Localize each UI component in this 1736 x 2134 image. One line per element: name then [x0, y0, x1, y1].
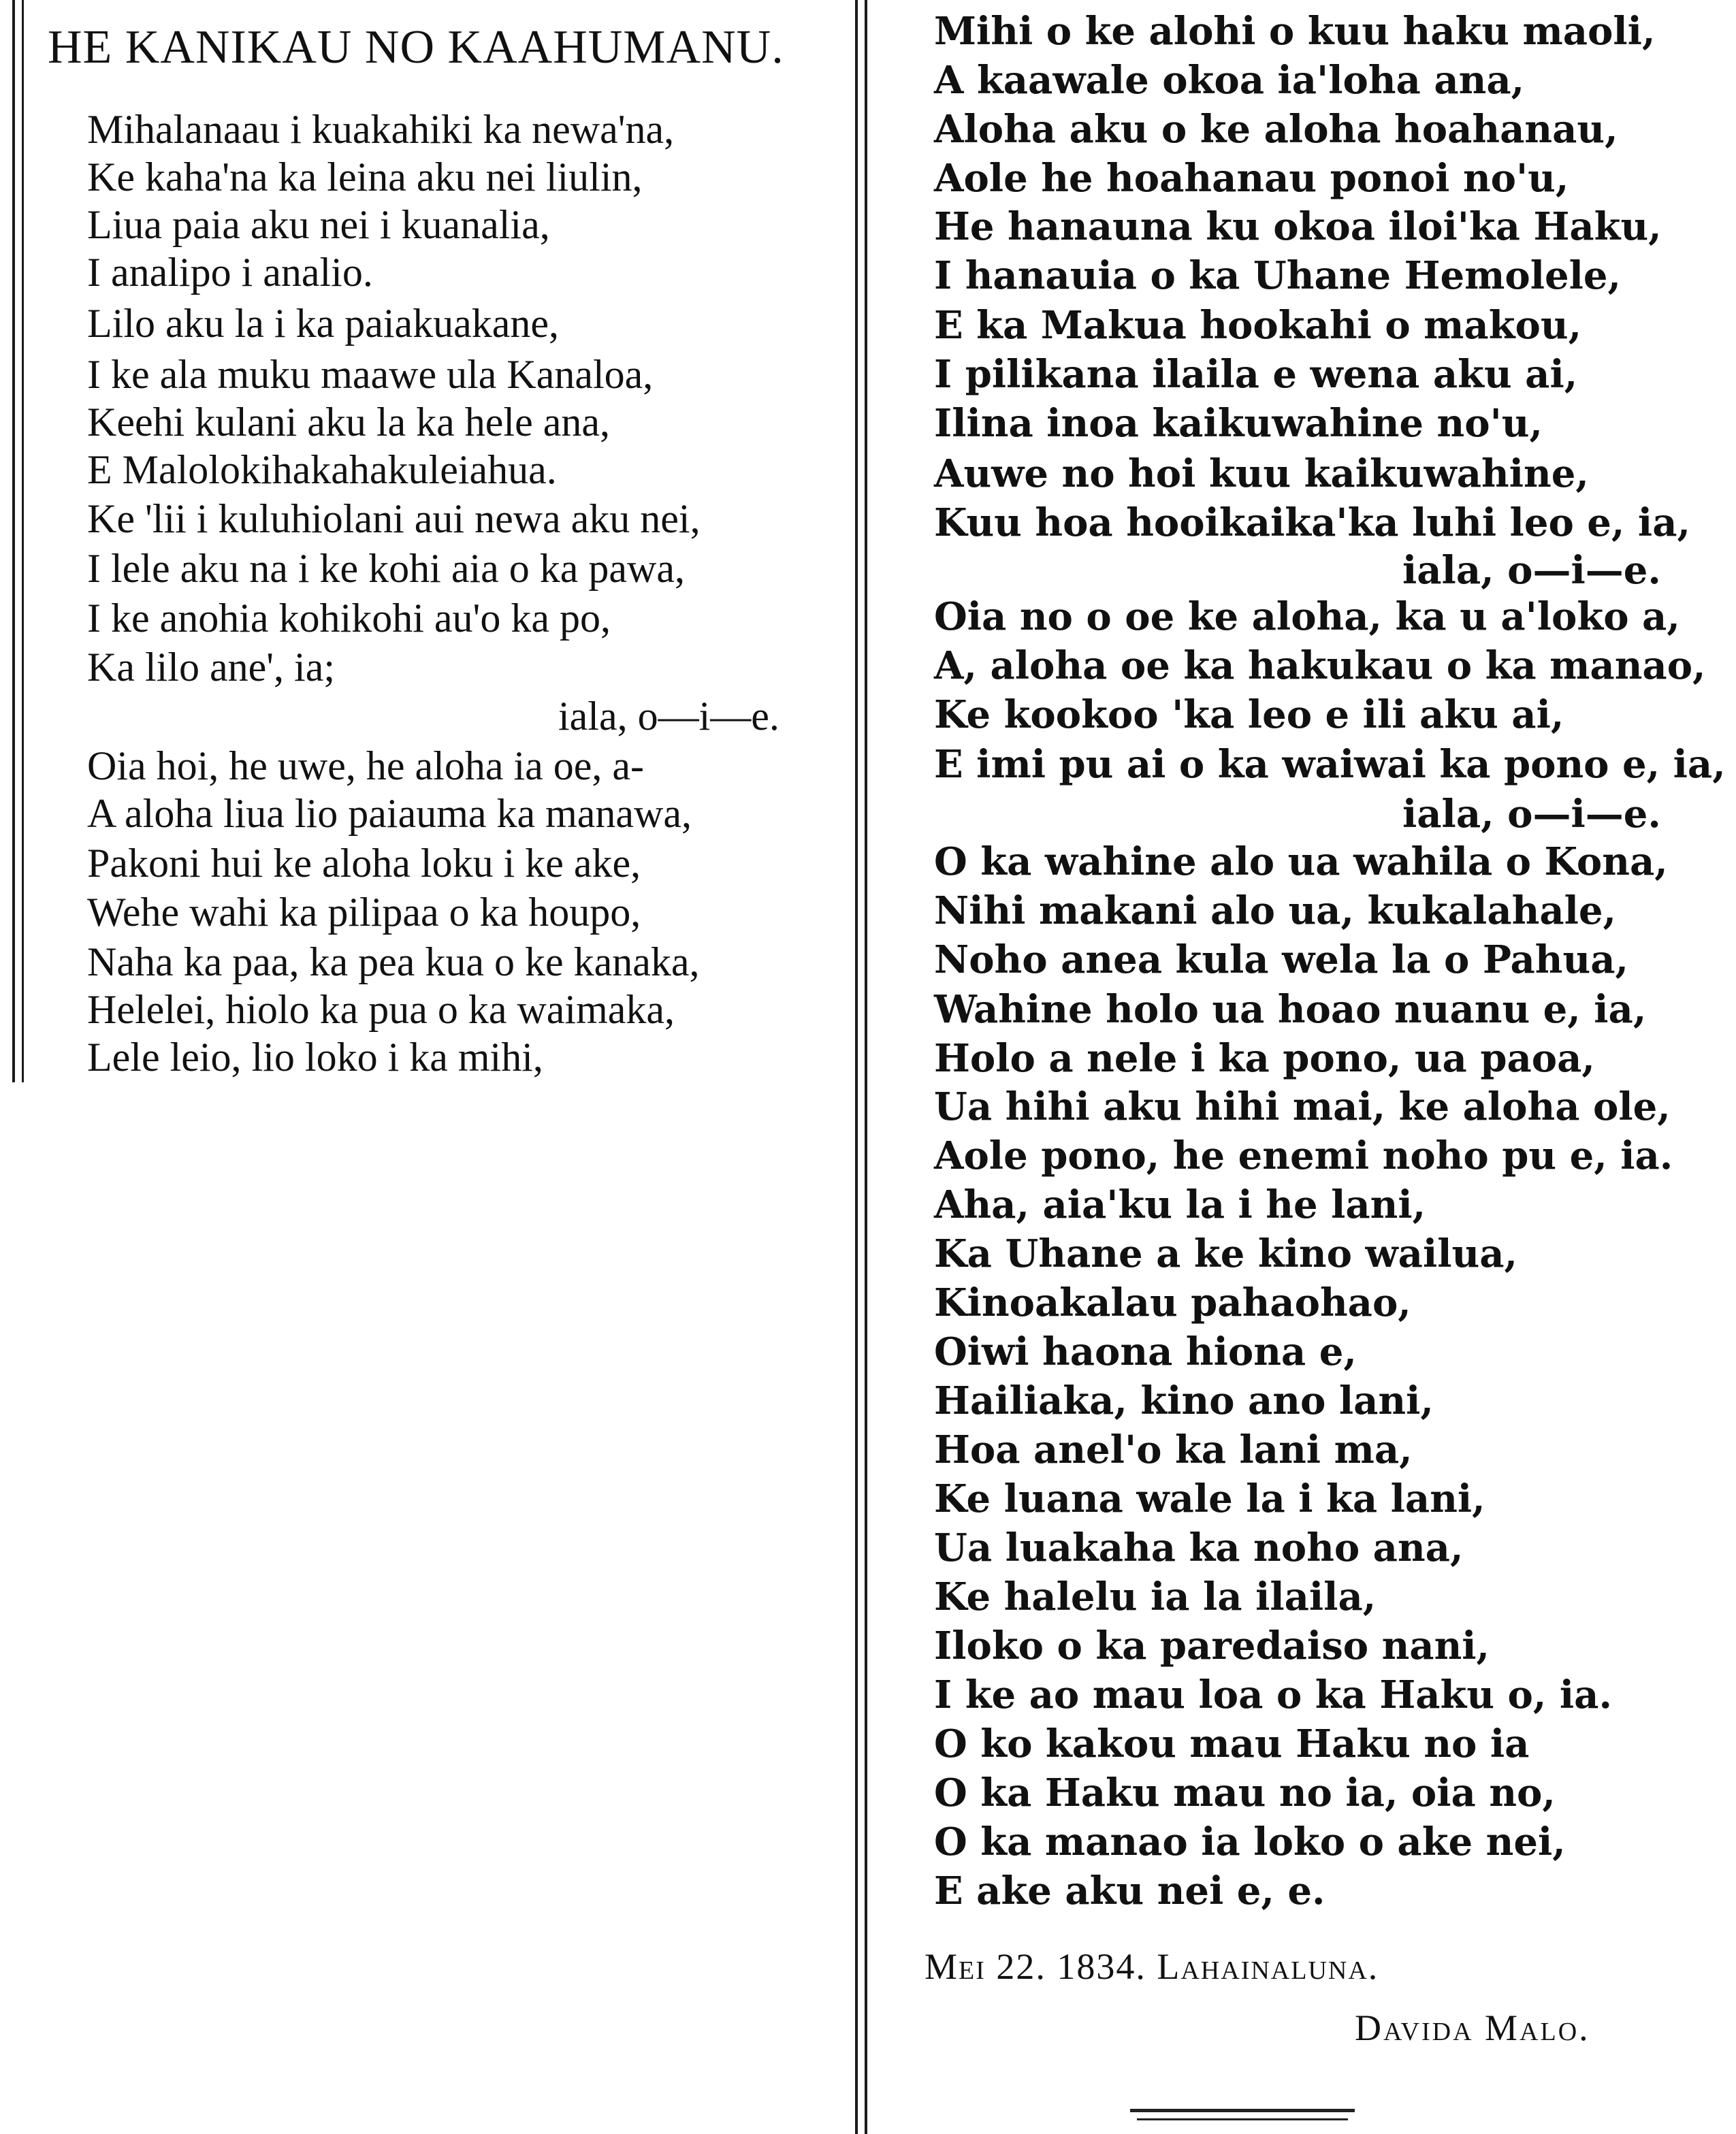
poem-line: O ka Haku mau no ia, oia no, [934, 1771, 1556, 1815]
poem-line: I ke ao mau loa o ka Haku o, ia. [934, 1672, 1612, 1717]
left-border-rule-inner [22, 0, 24, 1082]
poem-line: I ke ala muku maawe ula Kanaloa, [87, 352, 654, 397]
poem-line: Iloko o ka paredaiso nani, [934, 1623, 1490, 1668]
poem-line: Pakoni hui ke aloha loku i ke ake, [87, 841, 641, 886]
poem-line: O ko kakou mau Haku no ia [934, 1721, 1530, 1766]
poem-line: Aloha aku o ke aloha hoahanau, [934, 107, 1618, 152]
poem-line: I lele aku na i ke kohi aia o ka pawa, [87, 546, 685, 591]
poem-line: I hanauia o ka Uhane Hemolele, [934, 253, 1622, 298]
poem-line: A kaawale okoa ia'loha ana, [934, 58, 1525, 103]
poem-line: Mihi o ke alohi o kuu haku maoli, [934, 9, 1656, 54]
poem-line: A aloha liua lio paiauma ka manawa, [87, 791, 692, 836]
poem-line: Ke 'lii i kuluhiolani aui newa aku nei, [87, 496, 701, 541]
ornamental-rule-bottom [1137, 2118, 1348, 2120]
poem-line: Wehe wahi ka pilipaa o ka houpo, [87, 890, 641, 935]
poem-line: Aole he hoahanau ponoi no'u, [934, 156, 1569, 201]
poem-line: Ua hihi aku hihi mai, ke aloha ole, [934, 1084, 1671, 1129]
poem-line: Kuu hoa hooikaika'ka luhi leo e, ia, [934, 500, 1690, 545]
ornamental-rule-top [1130, 2109, 1355, 2112]
poem-line: E Malolokihakahakuleiahua. [87, 447, 557, 492]
poem-line: Nihi makani alo ua, kukalahale, [934, 888, 1617, 933]
poem-line: Ke kookoo 'ka leo e ili aku ai, [934, 692, 1564, 737]
signature: Davida Malo. [1355, 2007, 1590, 2048]
poem-line: Aha, aia'ku la i he lani, [934, 1182, 1426, 1227]
poem-line: Aole pono, he enemi noho pu e, ia. [934, 1133, 1673, 1178]
poem-line: Oia no o oe ke aloha, ka u a'loko a, [934, 594, 1680, 639]
poem-line: Holo a nele i ka pono, ua paoa, [934, 1036, 1595, 1081]
poem-line: Hoa anel'o ka lani ma, [934, 1427, 1413, 1472]
poem-line: Ke kaha'na ka leina aku nei liulin, [87, 155, 643, 199]
poem-line: Wahine holo ua hoao nuanu e, ia, [934, 987, 1647, 1032]
poem-line: E imi pu ai o ka waiwai ka pono e, ia, [934, 742, 1726, 787]
poem-line: Keehi kulani aku la ka hele ana, [87, 400, 610, 444]
poem-line: Liua paia aku nei i kuanalia, [87, 202, 550, 247]
poem-line: Ke halelu ia la ilaila, [934, 1574, 1377, 1619]
poem-line: Mihalanaau i kuakahiki ka newa'na, [87, 107, 675, 152]
poem-line: E ka Makua hookahi o makou, [934, 303, 1582, 348]
dateline: Mei 22. 1834. Lahainaluna. [925, 1946, 1379, 1987]
poem-line: O ka wahine alo ua wahila o Kona, [934, 839, 1668, 884]
poem-line: I analipo i analio. [87, 250, 373, 295]
poem-title: HE KANIKAU NO KAAHUMANU. [48, 21, 784, 74]
column-divider-rule-1 [855, 0, 858, 2134]
poem-line: Lele leio, lio loko i ka mihi, [87, 1035, 543, 1080]
column-divider-rule-2 [865, 0, 867, 2134]
poem-refrain: iala, o—i—e. [1402, 548, 1661, 593]
poem-line: He hanauna ku okoa iloi'ka Haku, [934, 204, 1662, 249]
poem-line: Helelei, hiolo ka pua o ka waimaka, [87, 987, 675, 1032]
poem-line: Ilina inoa kaikuwahine no'u, [934, 401, 1543, 446]
poem-line: Naha ka paa, ka pea kua o ke kanaka, [87, 939, 700, 984]
poem-line: Auwe no hoi kuu kaikuwahine, [934, 451, 1589, 496]
poem-refrain: iala, o—i—e. [558, 694, 779, 739]
poem-line: Ka Uhane a ke kino wailua, [934, 1231, 1518, 1276]
poem-line: Oia hoi, he uwe, he aloha ia oe, a- [87, 743, 644, 788]
poem-line: Ua luakaha ka noho ana, [934, 1525, 1464, 1570]
poem-line: Oiwi haona hiona e, [934, 1329, 1357, 1374]
poem-line: E ake aku nei e, e. [934, 1869, 1325, 1913]
poem-line: I pilikana ilaila e wena aku ai, [934, 352, 1578, 397]
poem-line: Lilo aku la i ka paiakuakane, [87, 301, 560, 346]
poem-line: Hailiaka, kino ano lani, [934, 1378, 1434, 1423]
poem-line: Kinoakalau pahaohao, [934, 1280, 1411, 1325]
poem-line: A, aloha oe ka hakukau o ka manao, [934, 643, 1706, 688]
poem-line: Noho anea kula wela la o Pahua, [934, 937, 1628, 982]
poem-line: Ka lilo ane', ia; [87, 645, 336, 690]
poem-line: O ka manao ia loko o ake nei, [934, 1820, 1566, 1864]
poem-line: Ke luana wale la i ka lani, [934, 1476, 1485, 1521]
poem-line: I ke anohia kohikohi au'o ka po, [87, 596, 611, 641]
left-border-rule-outer [12, 0, 15, 1082]
poem-refrain: iala, o—i—e. [1402, 792, 1661, 837]
